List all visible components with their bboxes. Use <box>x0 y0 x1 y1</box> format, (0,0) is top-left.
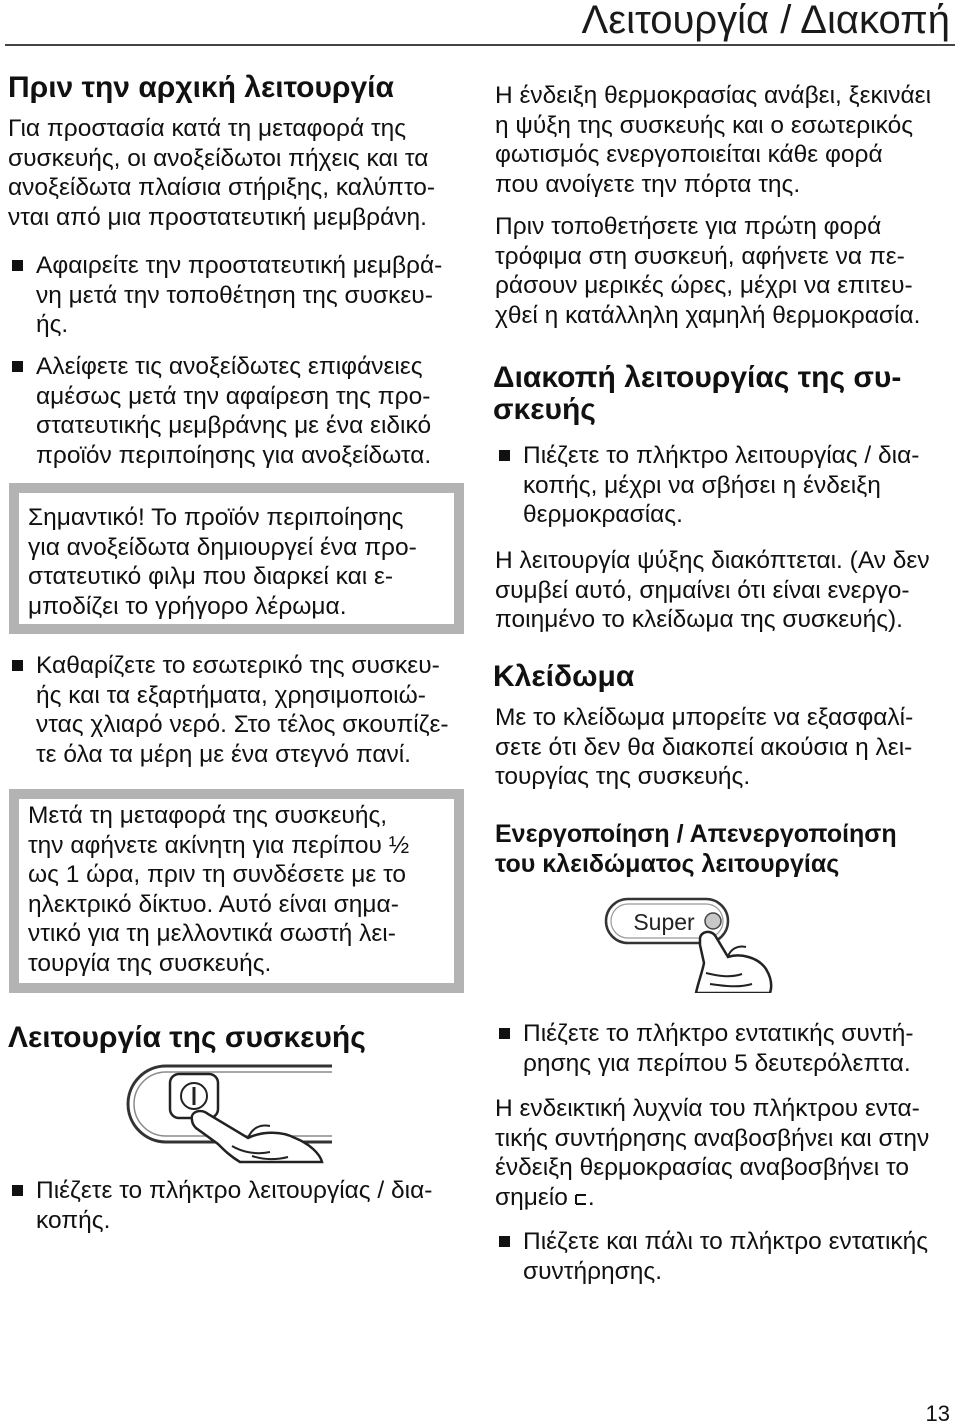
text-line: ανοξείδωτα πλαίσια στήριξης, καλύπτο- <box>8 174 436 202</box>
text-line: ής. <box>36 311 69 339</box>
subheading-lock-toggle <box>495 819 897 879</box>
paragraph-display-info <box>495 81 931 199</box>
paragraph-first-food <box>495 212 920 330</box>
text-line: νη μετά την τοποθέτηση της συσκευ- <box>36 281 433 309</box>
text-line: φωτισμός ενεργοποιείται κάθε φορά <box>495 141 883 169</box>
hand-icon <box>696 932 771 993</box>
bullet-marker <box>12 361 23 372</box>
text-line: Πιέζετε και πάλι το πλήκτρο εντατικής <box>523 1228 929 1255</box>
heading-line: Διακοπή λειτουργίας της συ- <box>493 361 902 394</box>
seven-segment-symbol-icon <box>574 1189 588 1205</box>
text-line: αμέσως μετά την αφαίρεση της προ- <box>36 382 431 410</box>
text-line: Η ένδειξη θερμοκρασίας ανάβει, ξεκινάει <box>495 82 932 109</box>
text-line: ντικό για τη μελλοντικά σωστή λει- <box>28 920 396 948</box>
paragraph-intro <box>8 114 435 232</box>
text-fragment: σημείο <box>495 1183 568 1211</box>
bullet-press-off <box>495 441 919 530</box>
text-line: ποιημένο το κλείδωμα της συσκευής). <box>495 606 903 634</box>
heading-lock: Κλείδωμα <box>493 660 635 693</box>
text-line: μποδίζει το γρήγορο λέρωμα. <box>28 592 347 620</box>
text-line: συσκευής, οι ανοξείδωτοι πήχεις και τα <box>8 144 429 172</box>
text-line: Πιέζετε το πλήκτρο λειτουργίας / δια- <box>523 442 920 469</box>
bullet-marker <box>12 1185 23 1196</box>
text-line: την αφήνετε ακίνητη για περίπου ½ <box>28 831 410 859</box>
heading-operation: Λειτουργία της συσκευής <box>8 1021 366 1054</box>
text-line <box>495 1183 929 1213</box>
text-line: συμβεί αυτό, σημαίνει ότι είναι ενεργο- <box>495 576 910 604</box>
indicator-light-icon <box>705 913 721 929</box>
text-line: στατευτικό φιλμ που διαρκεί και ε- <box>28 563 394 591</box>
text-line: κοπής, μέχρι να σβήσει η ένδειξη <box>523 471 881 499</box>
text-line: ένδειξη θερμοκρασίας αναβοσβήνει το <box>495 1154 910 1182</box>
power-button-illustration <box>120 1058 340 1164</box>
bullet-press-super <box>495 1019 914 1078</box>
text-line: Καθαρίζετε το εσωτερικό της συσκευ- <box>36 652 440 679</box>
text-line: ως 1 ώρα, πριν τη συνδέσετε με το <box>28 861 407 889</box>
text-line: Η ενδεικτική λυχνία του πλήκτρου εντα- <box>495 1095 920 1122</box>
text-line: Πριν τοποθετήσετε για πρώτη φορά <box>495 213 882 240</box>
text-line: Σημαντικό! Το προϊόν περιποίησης <box>28 504 404 531</box>
text-line: Η λειτουργία ψύξης διακόπτεται. (Αν δεν <box>495 547 930 574</box>
bullet-marker <box>12 260 23 271</box>
text-line: ής και τα εξαρτήματα, χρησιμοποιώ- <box>36 681 426 709</box>
paragraph-switch-off-info <box>495 546 930 635</box>
text-line: Αφαιρείτε την προστατευτική μεμβρά- <box>36 252 443 279</box>
paragraph-lock-blink <box>495 1094 929 1212</box>
heading-first-use: Πριν την αρχική λειτουργία <box>8 71 394 104</box>
bullet-apply-care <box>8 352 431 470</box>
text-line: νται από μια προστατευτική μεμβράνη. <box>8 203 427 231</box>
text-fragment: . <box>587 1183 595 1211</box>
text-line: η ψύξη της συσκευής και ο εσωτερικός <box>495 111 914 139</box>
text-line: ράσουν μερικές ώρες, μέχρι να επιτευ- <box>495 272 913 300</box>
text-line: Μετά τη μεταφορά της συσκευής, <box>28 802 388 829</box>
page-number: 13 <box>925 1401 950 1426</box>
bullet-marker <box>499 1028 510 1039</box>
text-line: τρόφιμα στη συσκευή, αφήνετε να πε- <box>495 242 905 270</box>
header-divider <box>5 44 955 46</box>
super-button-illustration <box>600 893 775 993</box>
text-line: θερμοκρασίας. <box>523 501 683 529</box>
text-line: ηλεκτρικό δίκτυο. Αυτό είναι σημα- <box>28 890 399 918</box>
text-line: χθεί η κατάλληλη χαμηλή θερμοκρασία. <box>495 301 921 329</box>
bullet-clean <box>8 651 449 769</box>
bullet-marker <box>12 660 23 671</box>
bullet-remove-film <box>8 251 442 340</box>
paragraph-lock-info <box>495 703 913 792</box>
text-line: Πιέζετε το πλήκτρο λειτουργίας / δια- <box>36 1177 433 1204</box>
page-header-title: Λειτουργία / Διακοπή <box>581 0 950 42</box>
text-line: στατευτικής μεμβράνης με ένα ειδικό <box>36 412 432 440</box>
bullet-press-power <box>8 1176 432 1235</box>
text-line: τουργίας της συσκευής. <box>495 763 751 791</box>
heading-line: σκευής <box>493 393 596 426</box>
text-line: ρησης για περίπου 5 δευτερόλεπτα. <box>523 1049 911 1077</box>
text-line: Πιέζετε το πλήκτρο εντατικής συντή- <box>523 1020 914 1047</box>
power-icon <box>170 1074 218 1118</box>
text-line: κοπής. <box>36 1206 111 1234</box>
text-line: Με το κλείδωμα μπορείτε να εξασφαλί- <box>495 704 914 731</box>
text-line: συντήρησης. <box>523 1257 662 1285</box>
note-box-transport <box>9 789 464 993</box>
text-line: προϊόν περιποίησης για ανοξείδωτα. <box>36 441 432 469</box>
text-line: σετε ότι δεν θα διακοπεί ακούσια η λει- <box>495 733 913 761</box>
bullet-marker <box>499 450 510 461</box>
note-box-important <box>9 483 464 634</box>
text-line: Για προστασία κατά τη μεταφορά της <box>8 115 407 142</box>
heading-line: του κλειδώματος λειτουργίας <box>495 850 840 878</box>
text-line: τουργία της συσκευής. <box>28 949 272 977</box>
super-button-label: Super <box>633 909 695 935</box>
heading-line: Ενεργοποίηση / Απενεργοποίηση <box>495 820 897 848</box>
text-line: για ανοξείδωτα δημιουργεί ένα προ- <box>28 533 417 561</box>
text-line: Αλείφετε τις ανοξείδωτες επιφάνειες <box>36 353 423 380</box>
text-line: που ανοίγετε την πόρτα της. <box>495 170 801 198</box>
text-line: τικής συντήρησης αναβοσβήνει και στην <box>495 1124 930 1152</box>
heading-switch-off <box>493 362 901 426</box>
bullet-marker <box>499 1236 510 1247</box>
bullet-press-again <box>495 1227 928 1286</box>
text-line: τε όλα τα μέρη με ένα στεγνό πανί. <box>36 740 411 768</box>
text-line: ντας χλιαρό νερό. Στο τέλος σκουπίζε- <box>36 711 449 739</box>
